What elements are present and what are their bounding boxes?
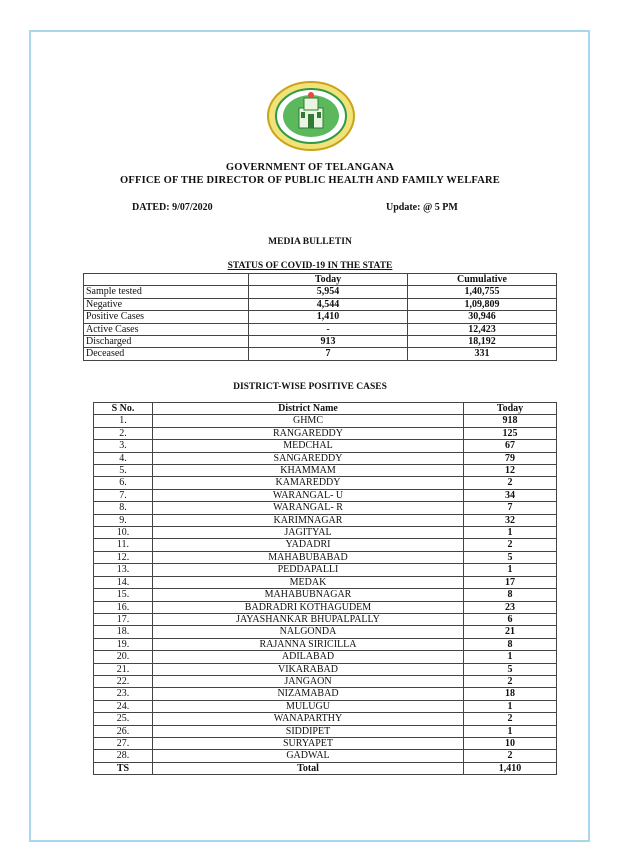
bulletin-title: MEDIA BULLETIN bbox=[268, 237, 352, 247]
district-today: 8 bbox=[464, 589, 557, 601]
district-name: JAGITYAL bbox=[153, 527, 464, 539]
status-cumulative: 1,40,755 bbox=[408, 286, 557, 298]
telangana-emblem-icon bbox=[266, 80, 356, 152]
status-row bbox=[84, 323, 557, 335]
district-row bbox=[94, 725, 557, 737]
district-name: SIDDIPET bbox=[153, 725, 464, 737]
district-today: 7 bbox=[464, 502, 557, 514]
status-label: Positive Cases bbox=[84, 311, 249, 323]
district-today: 17 bbox=[464, 576, 557, 588]
district-title: DISTRICT-WISE POSITIVE CASES bbox=[233, 382, 387, 392]
district-name: PEDDAPALLI bbox=[153, 564, 464, 576]
total-value: 1,410 bbox=[464, 762, 557, 774]
status-label: Discharged bbox=[84, 336, 249, 348]
district-row bbox=[94, 527, 557, 539]
district-name: MAHABUBABAD bbox=[153, 551, 464, 563]
district-row bbox=[94, 601, 557, 613]
district-name: NIZAMABAD bbox=[153, 688, 464, 700]
district-sno: 6. bbox=[94, 477, 153, 489]
district-row bbox=[94, 465, 557, 477]
district-sno: 23. bbox=[94, 688, 153, 700]
district-total-row bbox=[94, 762, 557, 774]
district-name: SURYAPET bbox=[153, 737, 464, 749]
district-row bbox=[94, 638, 557, 650]
district-today: 2 bbox=[464, 750, 557, 762]
status-col-cumulative: Cumulative bbox=[408, 274, 557, 286]
district-row bbox=[94, 626, 557, 638]
district-name: JANGAON bbox=[153, 675, 464, 687]
district-today: 2 bbox=[464, 477, 557, 489]
district-sno: 10. bbox=[94, 527, 153, 539]
status-today: 5,954 bbox=[249, 286, 408, 298]
district-today: 67 bbox=[464, 440, 557, 452]
district-sno: 2. bbox=[94, 427, 153, 439]
district-table bbox=[93, 402, 557, 775]
district-row bbox=[94, 440, 557, 452]
district-sno: 9. bbox=[94, 514, 153, 526]
status-row bbox=[84, 286, 557, 298]
district-name: MAHABUBNAGAR bbox=[153, 589, 464, 601]
district-today: 34 bbox=[464, 489, 557, 501]
district-sno: 5. bbox=[94, 465, 153, 477]
district-name: KHAMMAM bbox=[153, 465, 464, 477]
dated-text: DATED: 9/07/2020 bbox=[132, 202, 213, 213]
status-col-label bbox=[84, 274, 249, 286]
district-today: 918 bbox=[464, 415, 557, 427]
district-col-name: District Name bbox=[153, 403, 464, 415]
district-sno: 21. bbox=[94, 663, 153, 675]
district-today: 1 bbox=[464, 700, 557, 712]
district-sno: 4. bbox=[94, 452, 153, 464]
district-row bbox=[94, 675, 557, 687]
district-name: BADRADRI KOTHAGUDEM bbox=[153, 601, 464, 613]
district-name: KARIMNAGAR bbox=[153, 514, 464, 526]
status-row bbox=[84, 298, 557, 310]
status-row bbox=[84, 311, 557, 323]
office-title: OFFICE OF THE DIRECTOR OF PUBLIC HEALTH AND FAMILY WELFARE bbox=[119, 175, 501, 186]
district-row bbox=[94, 477, 557, 489]
status-row bbox=[84, 348, 557, 360]
district-name: WARANGAL- R bbox=[153, 502, 464, 514]
district-col-sno: S No. bbox=[94, 403, 153, 415]
district-today: 1 bbox=[464, 725, 557, 737]
district-today: 32 bbox=[464, 514, 557, 526]
status-cumulative: 12,423 bbox=[408, 323, 557, 335]
district-sno: 28. bbox=[94, 750, 153, 762]
district-today: 18 bbox=[464, 688, 557, 700]
district-name: YADADRI bbox=[153, 539, 464, 551]
district-name: MEDAK bbox=[153, 576, 464, 588]
district-today: 1 bbox=[464, 564, 557, 576]
district-row bbox=[94, 589, 557, 601]
district-row bbox=[94, 539, 557, 551]
district-row bbox=[94, 713, 557, 725]
district-sno: 24. bbox=[94, 700, 153, 712]
district-row bbox=[94, 613, 557, 625]
district-row bbox=[94, 750, 557, 762]
government-title: GOVERNMENT OF TELANGANA bbox=[225, 162, 395, 173]
district-row bbox=[94, 452, 557, 464]
status-cumulative: 331 bbox=[408, 348, 557, 360]
district-today: 2 bbox=[464, 675, 557, 687]
status-label: Negative bbox=[84, 298, 249, 310]
status-label: Active Cases bbox=[84, 323, 249, 335]
status-today: 4,544 bbox=[249, 298, 408, 310]
status-today: 913 bbox=[249, 336, 408, 348]
district-name: MULUGU bbox=[153, 700, 464, 712]
district-name: SANGAREDDY bbox=[153, 452, 464, 464]
update-text: Update: @ 5 PM bbox=[386, 202, 458, 213]
district-sno: 3. bbox=[94, 440, 153, 452]
district-sno: 1. bbox=[94, 415, 153, 427]
district-today: 6 bbox=[464, 613, 557, 625]
district-row bbox=[94, 737, 557, 749]
district-name: NALGONDA bbox=[153, 626, 464, 638]
status-label: Deceased bbox=[84, 348, 249, 360]
total-sno: TS bbox=[94, 762, 153, 774]
district-header-row bbox=[94, 403, 557, 415]
district-sno: 7. bbox=[94, 489, 153, 501]
district-sno: 16. bbox=[94, 601, 153, 613]
district-today: 1 bbox=[464, 651, 557, 663]
district-name: WARANGAL- U bbox=[153, 489, 464, 501]
district-today: 5 bbox=[464, 663, 557, 675]
district-row bbox=[94, 651, 557, 663]
district-sno: 19. bbox=[94, 638, 153, 650]
district-name: GHMC bbox=[153, 415, 464, 427]
status-row bbox=[84, 336, 557, 348]
district-today: 21 bbox=[464, 626, 557, 638]
status-title: STATUS OF COVID-19 IN THE STATE bbox=[227, 261, 393, 271]
status-table bbox=[83, 273, 557, 361]
status-label: Sample tested bbox=[84, 286, 249, 298]
total-label: Total bbox=[153, 762, 464, 774]
district-row bbox=[94, 427, 557, 439]
district-sno: 11. bbox=[94, 539, 153, 551]
district-sno: 15. bbox=[94, 589, 153, 601]
district-today: 125 bbox=[464, 427, 557, 439]
district-today: 5 bbox=[464, 551, 557, 563]
status-header-row bbox=[84, 274, 557, 286]
district-name: JAYASHANKAR BHUPALPALLY bbox=[153, 613, 464, 625]
district-today: 23 bbox=[464, 601, 557, 613]
district-sno: 12. bbox=[94, 551, 153, 563]
district-today: 12 bbox=[464, 465, 557, 477]
district-sno: 14. bbox=[94, 576, 153, 588]
district-today: 2 bbox=[464, 539, 557, 551]
district-name: RAJANNA SIRICILLA bbox=[153, 638, 464, 650]
district-sno: 17. bbox=[94, 613, 153, 625]
district-row bbox=[94, 415, 557, 427]
district-sno: 25. bbox=[94, 713, 153, 725]
district-sno: 20. bbox=[94, 651, 153, 663]
status-today: 7 bbox=[249, 348, 408, 360]
district-name: WANAPARTHY bbox=[153, 713, 464, 725]
district-today: 8 bbox=[464, 638, 557, 650]
district-row bbox=[94, 564, 557, 576]
status-today: 1,410 bbox=[249, 311, 408, 323]
district-sno: 8. bbox=[94, 502, 153, 514]
district-name: KAMAREDDY bbox=[153, 477, 464, 489]
district-name: ADILABAD bbox=[153, 651, 464, 663]
district-col-today: Today bbox=[464, 403, 557, 415]
district-row bbox=[94, 700, 557, 712]
district-today: 1 bbox=[464, 527, 557, 539]
status-today: - bbox=[249, 323, 408, 335]
district-row bbox=[94, 551, 557, 563]
district-row bbox=[94, 514, 557, 526]
district-name: MEDCHAL bbox=[153, 440, 464, 452]
district-sno: 22. bbox=[94, 675, 153, 687]
district-row bbox=[94, 502, 557, 514]
district-name: VIKARABAD bbox=[153, 663, 464, 675]
district-today: 79 bbox=[464, 452, 557, 464]
district-sno: 13. bbox=[94, 564, 153, 576]
district-row bbox=[94, 489, 557, 501]
district-name: RANGAREDDY bbox=[153, 427, 464, 439]
district-name: GADWAL bbox=[153, 750, 464, 762]
status-cumulative: 1,09,809 bbox=[408, 298, 557, 310]
district-row bbox=[94, 663, 557, 675]
district-today: 10 bbox=[464, 737, 557, 749]
district-sno: 26. bbox=[94, 725, 153, 737]
district-today: 2 bbox=[464, 713, 557, 725]
status-cumulative: 30,946 bbox=[408, 311, 557, 323]
status-cumulative: 18,192 bbox=[408, 336, 557, 348]
district-row bbox=[94, 576, 557, 588]
district-sno: 27. bbox=[94, 737, 153, 749]
status-col-today: Today bbox=[249, 274, 408, 286]
district-sno: 18. bbox=[94, 626, 153, 638]
district-row bbox=[94, 688, 557, 700]
